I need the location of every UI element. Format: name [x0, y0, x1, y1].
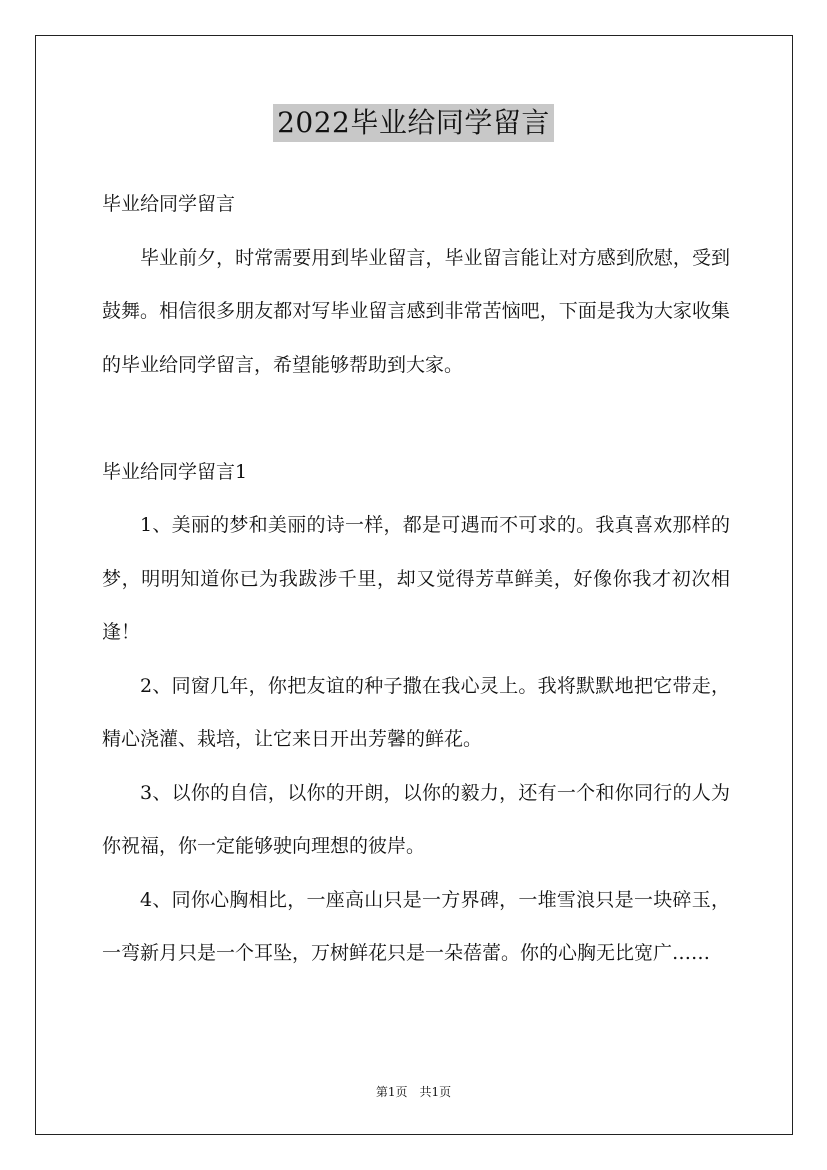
- message-item-2: 2、同窗几年，你把友谊的种子撒在我心灵上。我将默默地把它带走，精心浇灌、栽培，让它来日开出芳馨的鲜花。: [102, 674, 730, 750]
- intro-paragraph: 毕业前夕，时常需要用到毕业留言，毕业留言能让对方感到欣慰，受到鼓舞。相信很多朋友都对写毕业留言感到非常苦恼吧，下面是我为大家收集的毕业给同学留言，希望能够帮助到大家。: [102, 246, 730, 376]
- document-body: [102, 178, 730, 981]
- message-item-4: 4、同你心胸相比，一座高山只是一方界碑，一堆雪浪只是一块碎玉，一弯新月只是一个耳坠，万树鲜花只是一朵蓓蕾。你的心胸无比宽广……: [102, 888, 730, 964]
- page-footer: 第1页 共1页: [375, 1085, 452, 1099]
- document-title: 2022毕业给同学留言: [273, 104, 554, 142]
- message-item-3: 3、以你的自信，以你的开朗，以你的毅力，还有一个和你同行的人为你祝福，你一定能够驶向理想的彼岸。: [102, 781, 730, 857]
- intro-heading: 毕业给同学留言: [102, 193, 236, 215]
- title-container: [0, 104, 827, 142]
- message-item-1: 1、美丽的梦和美丽的诗一样，都是可遇而不可求的。我真喜欢那样的梦，明明知道你已为我跋涉千里，却又觉得芳草鲜美，好像你我才初次相逢！: [102, 514, 730, 643]
- paragraph-gap: [102, 392, 730, 446]
- section-heading: 毕业给同学留言1: [102, 460, 248, 483]
